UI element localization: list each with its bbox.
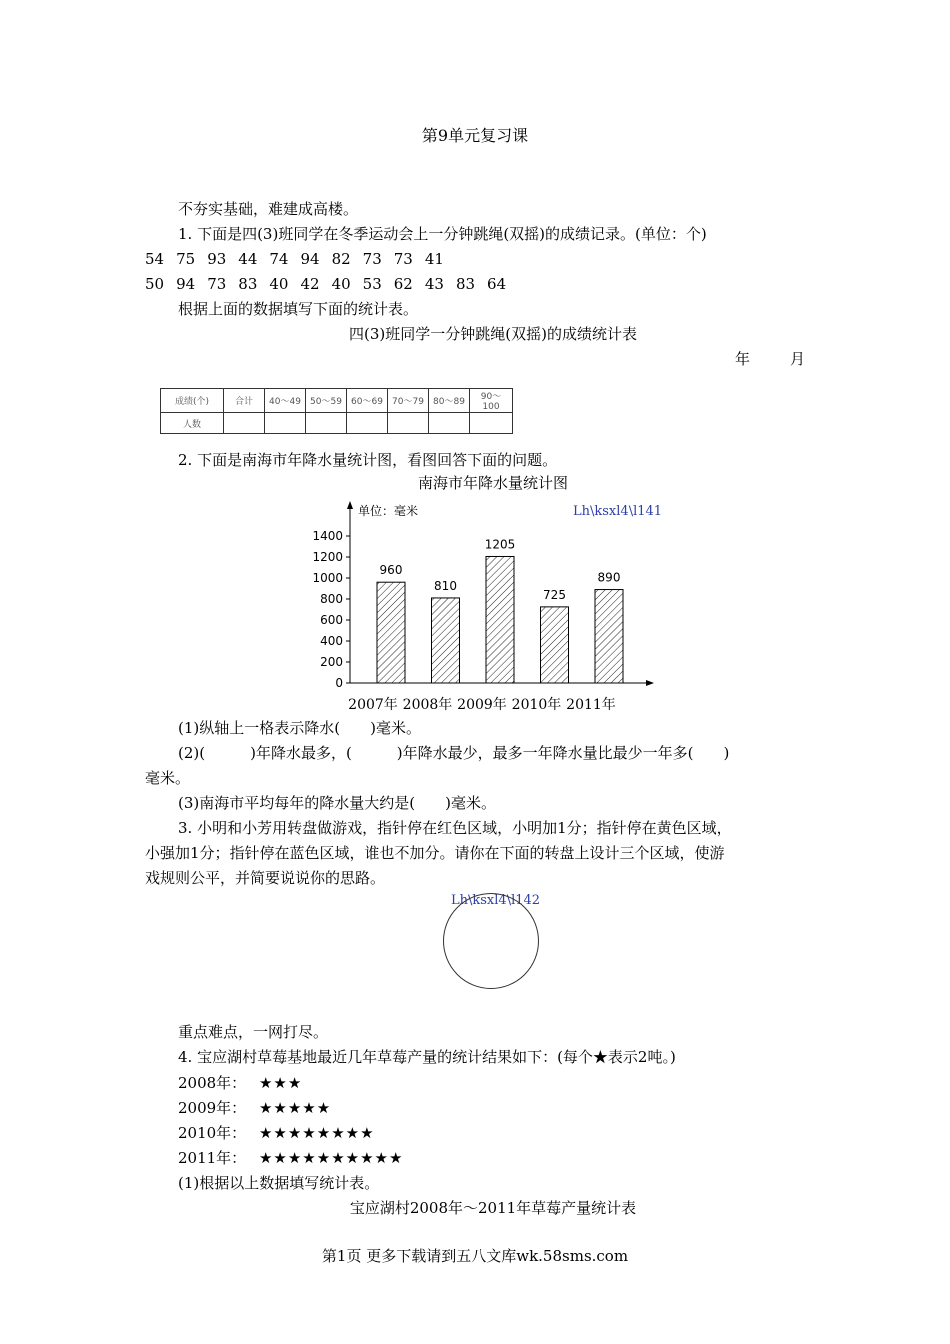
x-category-label: 2009年 (457, 697, 507, 713)
data-value: 42 (300, 275, 320, 293)
table-1-month: 月 (790, 350, 806, 368)
data-value: 75 (176, 250, 196, 268)
y-tick-label: 1200 (312, 550, 343, 564)
bar (486, 556, 514, 683)
bar-value-label: 725 (543, 587, 566, 602)
y-tick-label: 0 (335, 676, 343, 690)
table-header-cell: 成绩(个) (161, 389, 224, 413)
section-heading-basics: 不夯实基础，难建成高楼。 (178, 200, 359, 218)
question-2-sub1: (1)纵轴上一格表示降水( )毫米。 (178, 719, 421, 737)
data-value: 73 (393, 250, 413, 268)
data-value: 94 (300, 250, 320, 268)
y-ticks (312, 529, 350, 690)
table-row (161, 413, 513, 434)
chart-title: 南海市年降水量统计图 (417, 474, 568, 492)
bar (595, 590, 623, 683)
rainfall-bar-chart (240, 495, 670, 717)
bar-value-label: 960 (379, 563, 403, 578)
star-row-year: 2010年： (178, 1124, 247, 1142)
x-category-label: 2010年 (511, 697, 562, 713)
data-value: 43 (424, 275, 444, 293)
x-category-label: 2007年 (348, 697, 398, 713)
x-axis-arrow (646, 680, 654, 686)
spinner-circle[interactable] (443, 893, 539, 989)
bar (432, 598, 460, 683)
question-2-text: 2. 下面是南海市年降水量统计图，看图回答下面的问题。 (178, 451, 558, 469)
y-axis-label: 单位：毫米 (358, 504, 419, 518)
bars (377, 537, 623, 683)
table-cell[interactable] (224, 413, 265, 434)
star-row-year: 2009年： (178, 1099, 247, 1117)
star-row-year: 2008年： (178, 1074, 247, 1092)
data-value: 40 (269, 275, 289, 293)
data-row-1 (145, 249, 456, 269)
question-3-text-cont2: 戏规则公平，并简要说说你的思路。 (145, 869, 386, 887)
data-value: 74 (269, 250, 289, 268)
data-value: 62 (393, 275, 413, 293)
star-icons: ★★★★★★★★ (258, 1124, 375, 1142)
table-header-cell: 40～49 (265, 389, 306, 413)
y-tick-label: 200 (320, 655, 343, 669)
star-icons: ★★★★★ (258, 1099, 332, 1117)
table-header-cell: 合计 (224, 389, 265, 413)
page-footer: 第1页 更多下载请到五八文库wk.58sms.com (321, 1247, 629, 1265)
data-value: 53 (362, 275, 382, 293)
question-2-sub2-cont: 毫米。 (145, 769, 191, 787)
star-row (178, 1148, 403, 1168)
table-header-cell: 80～89 (429, 389, 470, 413)
question-1-text: 1. 下面是四(3)班同学在冬季运动会上一分钟跳绳(双摇)的成绩记录。(单位：个) (178, 225, 707, 243)
x-category-label: 2008年 (402, 697, 453, 713)
bar-value-label: 1205 (484, 537, 516, 552)
table-1-year: 年 (735, 350, 751, 368)
star-row (178, 1123, 375, 1143)
table-2-title: 宝应湖村2008年～2011年草莓产量统计表 (349, 1199, 637, 1217)
spinner-reference: Lh\ksxl4\l142 (451, 893, 541, 908)
data-value: 54 (145, 250, 165, 268)
data-value: 40 (331, 275, 351, 293)
bar (377, 582, 405, 683)
bar-value-label: 810 (434, 578, 457, 593)
y-tick-label: 1000 (312, 571, 343, 585)
star-row-year: 2011年： (178, 1149, 247, 1167)
data-value: 93 (207, 250, 227, 268)
table-header-row (161, 389, 513, 413)
table-cell[interactable] (306, 413, 347, 434)
table-cell[interactable] (347, 413, 388, 434)
table-cell[interactable] (388, 413, 429, 434)
table-header-cell: 50～59 (306, 389, 347, 413)
bar-value-label: 890 (597, 570, 621, 585)
y-tick-label: 600 (320, 613, 343, 627)
table-header-cell: 90～100 (470, 389, 513, 413)
y-tick-label: 1400 (312, 529, 343, 543)
bar (541, 607, 569, 683)
data-value: 94 (176, 275, 196, 293)
star-row (178, 1098, 331, 1118)
table-cell[interactable] (429, 413, 470, 434)
question-2-sub3: (3)南海市平均每年的降水量大约是( )毫米。 (178, 794, 496, 812)
data-value: 83 (238, 275, 258, 293)
data-value: 83 (455, 275, 476, 293)
star-icons: ★★★ (258, 1074, 303, 1092)
question-3-text: 3. 小明和小芳用转盘做游戏，指针停在红色区域，小明加1分；指针停在黄色区域， (178, 819, 732, 837)
y-axis-arrow (347, 501, 353, 509)
x-labels (348, 696, 616, 713)
table-cell[interactable] (265, 413, 306, 434)
question-1-instruction: 根据上面的数据填写下面的统计表。 (178, 300, 419, 318)
page-title: 第9单元复习课 (421, 126, 529, 145)
score-table (160, 388, 513, 434)
y-tick-label: 800 (320, 592, 343, 606)
data-value: 82 (331, 250, 351, 268)
data-value: 44 (238, 250, 258, 268)
question-2-sub2: (2)( )年降水最多，( )年降水最少，最多一年降水量比最少一年多( ) (178, 744, 730, 762)
table-header-cell: 60～69 (347, 389, 388, 413)
data-row-2 (145, 274, 518, 294)
x-category-label: 2011年 (566, 697, 616, 713)
question-3-text-cont: 小强加1分；指针停在蓝色区域，谁也不加分。请你在下面的转盘上设计三个区域，使游 (145, 844, 725, 862)
data-value: 64 (487, 275, 507, 293)
data-value: 50 (145, 275, 165, 293)
chart-reference: Lh\ksxl4\l141 (573, 504, 663, 519)
table-header-cell: 70～79 (388, 389, 429, 413)
star-row (178, 1073, 302, 1093)
table-1-title: 四(3)班同学一分钟跳绳(双摇)的成绩统计表 (349, 325, 637, 343)
data-value: 41 (424, 250, 444, 268)
data-value: 73 (362, 250, 382, 268)
question-4-text: 4. 宝应湖村草莓基地最近几年草莓产量的统计结果如下：(每个★表示2吨。) (178, 1048, 676, 1066)
question-4-sub1: (1)根据以上数据填写统计表。 (178, 1174, 380, 1192)
table-cell[interactable] (470, 413, 513, 434)
table-row-label: 人数 (161, 413, 224, 434)
section-heading-key-points: 重点难点，一网打尽。 (178, 1023, 329, 1041)
data-value: 73 (207, 275, 227, 293)
star-icons: ★★★★★★★★★★ (258, 1149, 404, 1167)
y-tick-label: 400 (320, 634, 343, 648)
